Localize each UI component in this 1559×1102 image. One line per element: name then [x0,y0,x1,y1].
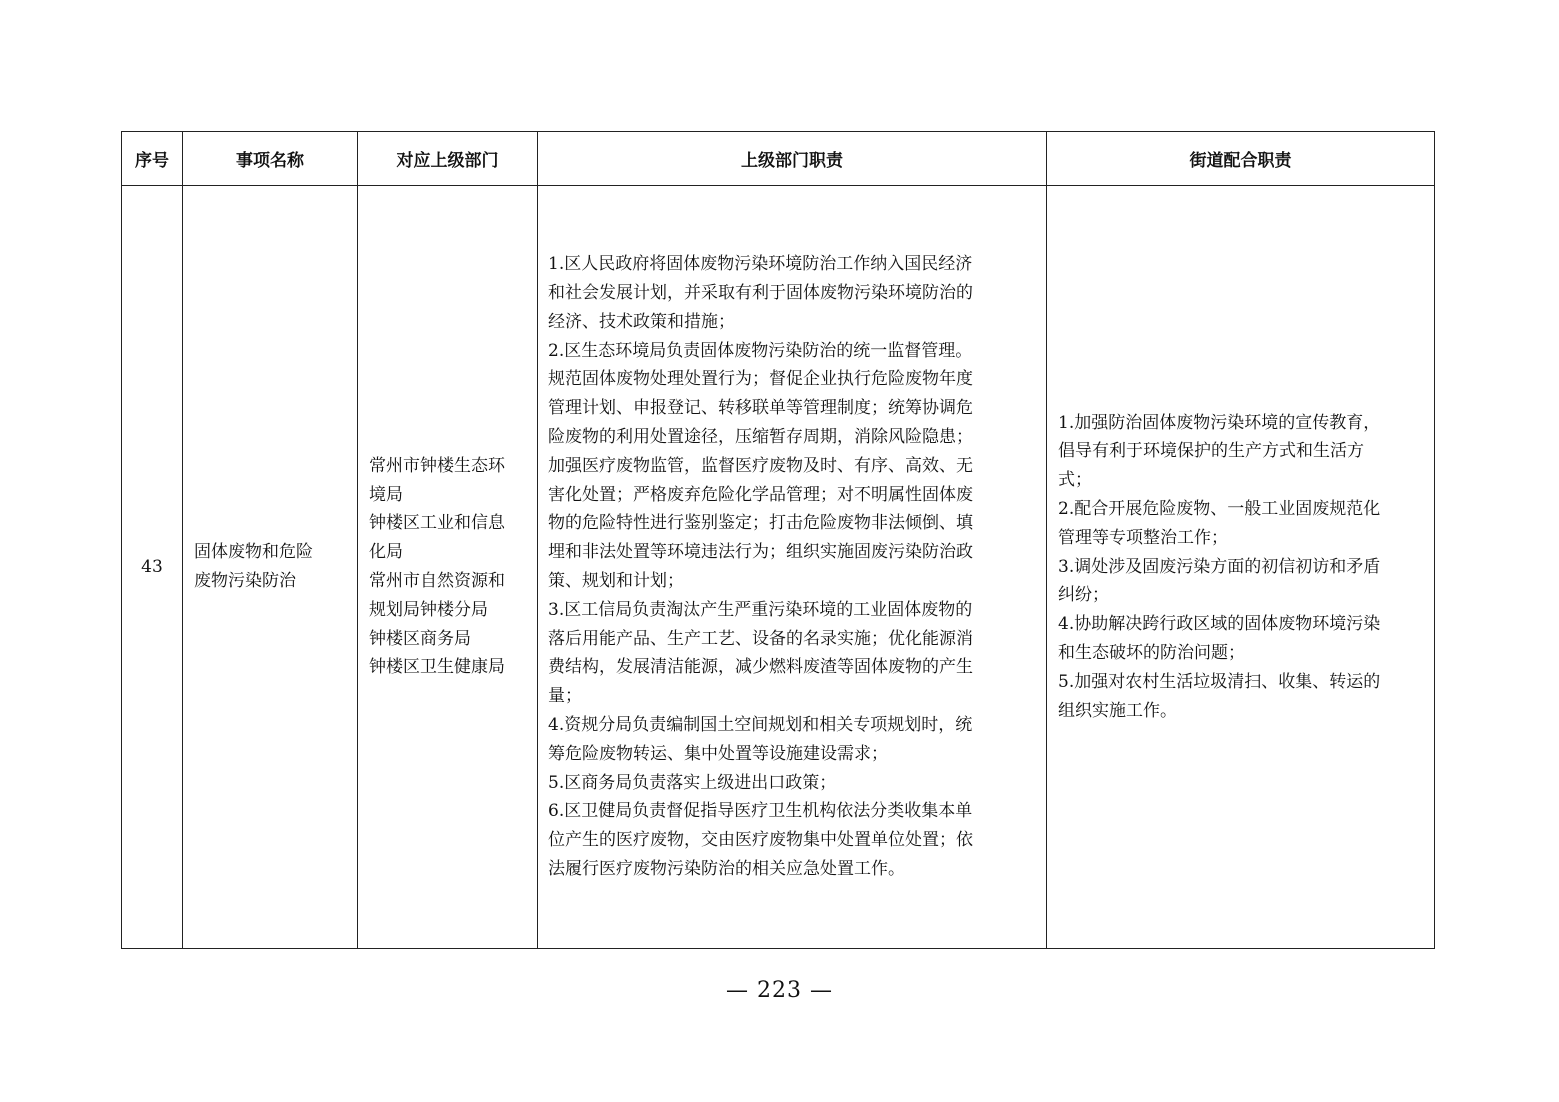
superior-duty-line: 规范固体废物处理处置行为；督促企业执行危险废物年度 [548,369,973,390]
street-duty-line: 式； [1058,470,1092,491]
superior-department-cell [358,186,538,949]
duty-table [121,131,1435,949]
superior-duty-line: 费结构，发展清洁能源，减少燃料废渣等固体废物的产生 [548,657,973,678]
street-duty-line: 组织实施工作。 [1058,700,1177,721]
header-superior-department: 对应上级部门 [358,132,538,186]
superior-duty-line: 筹危险废物转运、集中处置等设施建设需求； [548,743,888,764]
department-line: 钟楼区卫生健康局 [369,657,505,678]
superior-duty-line: 险废物的利用处置途径，压缩暂存周期，消除风险隐患； [548,427,973,448]
superior-duty-line: 落后用能产品、生产工艺、设备的名录实施；优化能源消 [548,628,973,649]
superior-duty-line: 法履行医疗废物污染防治的相关应急处置工作。 [548,858,905,879]
superior-duty-line: 5.区商务局负责落实上级进出口政策； [548,772,837,793]
header-serial-number: 序号 [122,132,183,186]
superior-duty-line: 6.区卫健局负责督促指导医疗卫生机构依法分类收集本单 [548,801,973,822]
department-line: 境局 [369,484,403,505]
item-name-line: 固体废物和危险 [194,542,313,563]
superior-duty-line: 量； [548,686,582,707]
street-duty-line: 倡导有利于环境保护的生产方式和生活方 [1058,441,1364,462]
superior-duty-line: 策、规划和计划； [548,571,684,591]
superior-duty-line: 3.区工信局负责淘汰产生严重污染环境的工业固体废物的 [548,599,973,620]
street-duty-line: 4.协助解决跨行政区域的固体废物环境污染 [1058,614,1381,635]
department-line: 常州市钟楼生态环 [369,455,505,476]
serial-number-cell: 43 [122,186,183,949]
superior-duty-line: 4.资规分局负责编制国土空间规划和相关专项规划时，统 [548,714,973,735]
street-duty-line: 纠纷； [1058,585,1109,606]
street-duties-cell [1047,186,1435,949]
street-duty-line: 3.调处涉及固废污染方面的初信初访和矛盾 [1058,556,1381,577]
header-street-duties: 街道配合职责 [1047,132,1435,186]
department-line: 规划局钟楼分局 [369,599,488,620]
street-duty-line: 和生态破坏的防治问题； [1058,642,1245,663]
superior-duty-line: 管理计划、申报登记、转移联单等管理制度；统筹协调危 [548,398,973,419]
superior-duty-line: 1.区人民政府将固体废物污染环境防治工作纳入国民经济 [548,254,973,275]
street-duty-line: 2.配合开展危险废物、一般工业固废规范化 [1058,499,1381,519]
superior-duties-cell [538,186,1047,949]
header-row [122,132,1435,186]
street-duty-line: 管理等专项整治工作； [1058,527,1228,548]
department-line: 钟楼区商务局 [369,628,471,649]
superior-duty-line: 害化处置；严格废弃危险化学品管理；对不明属性固体废 [548,484,973,505]
superior-duty-line: 埋和非法处置等环境违法行为；组织实施固废污染防治政 [548,542,973,563]
superior-duty-line: 物的危险特性进行鉴别鉴定；打击危险废物非法倾倒、填 [548,513,973,534]
superior-duty-line: 经济、技术政策和措施； [548,311,735,332]
superior-duty-line: 位产生的医疗废物，交由医疗废物集中处置单位处置；依 [548,830,973,851]
item-name-line: 废物污染防治 [194,571,296,591]
department-line: 化局 [369,542,403,563]
item-name-cell [183,186,358,949]
superior-duty-line: 2.区生态环境局负责固体废物污染防治的统一监督管理。 [548,340,973,361]
street-duty-line: 5.加强对农村生活垃圾清扫、收集、转运的 [1058,671,1381,692]
superior-duty-line: 和社会发展计划，并采取有利于固体废物污染环境防治的 [548,283,973,304]
table-row [122,186,1435,949]
department-line: 钟楼区工业和信息 [369,513,505,534]
superior-duty-line: 加强医疗废物监管，监督医疗废物及时、有序、高效、无 [548,455,973,476]
department-line: 常州市自然资源和 [369,571,505,591]
header-superior-duties: 上级部门职责 [538,132,1047,186]
street-duty-line: 1.加强防治固体废物污染环境的宣传教育， [1058,412,1381,433]
header-item-name: 事项名称 [183,132,358,186]
page-number: — 223 — [726,978,833,1003]
